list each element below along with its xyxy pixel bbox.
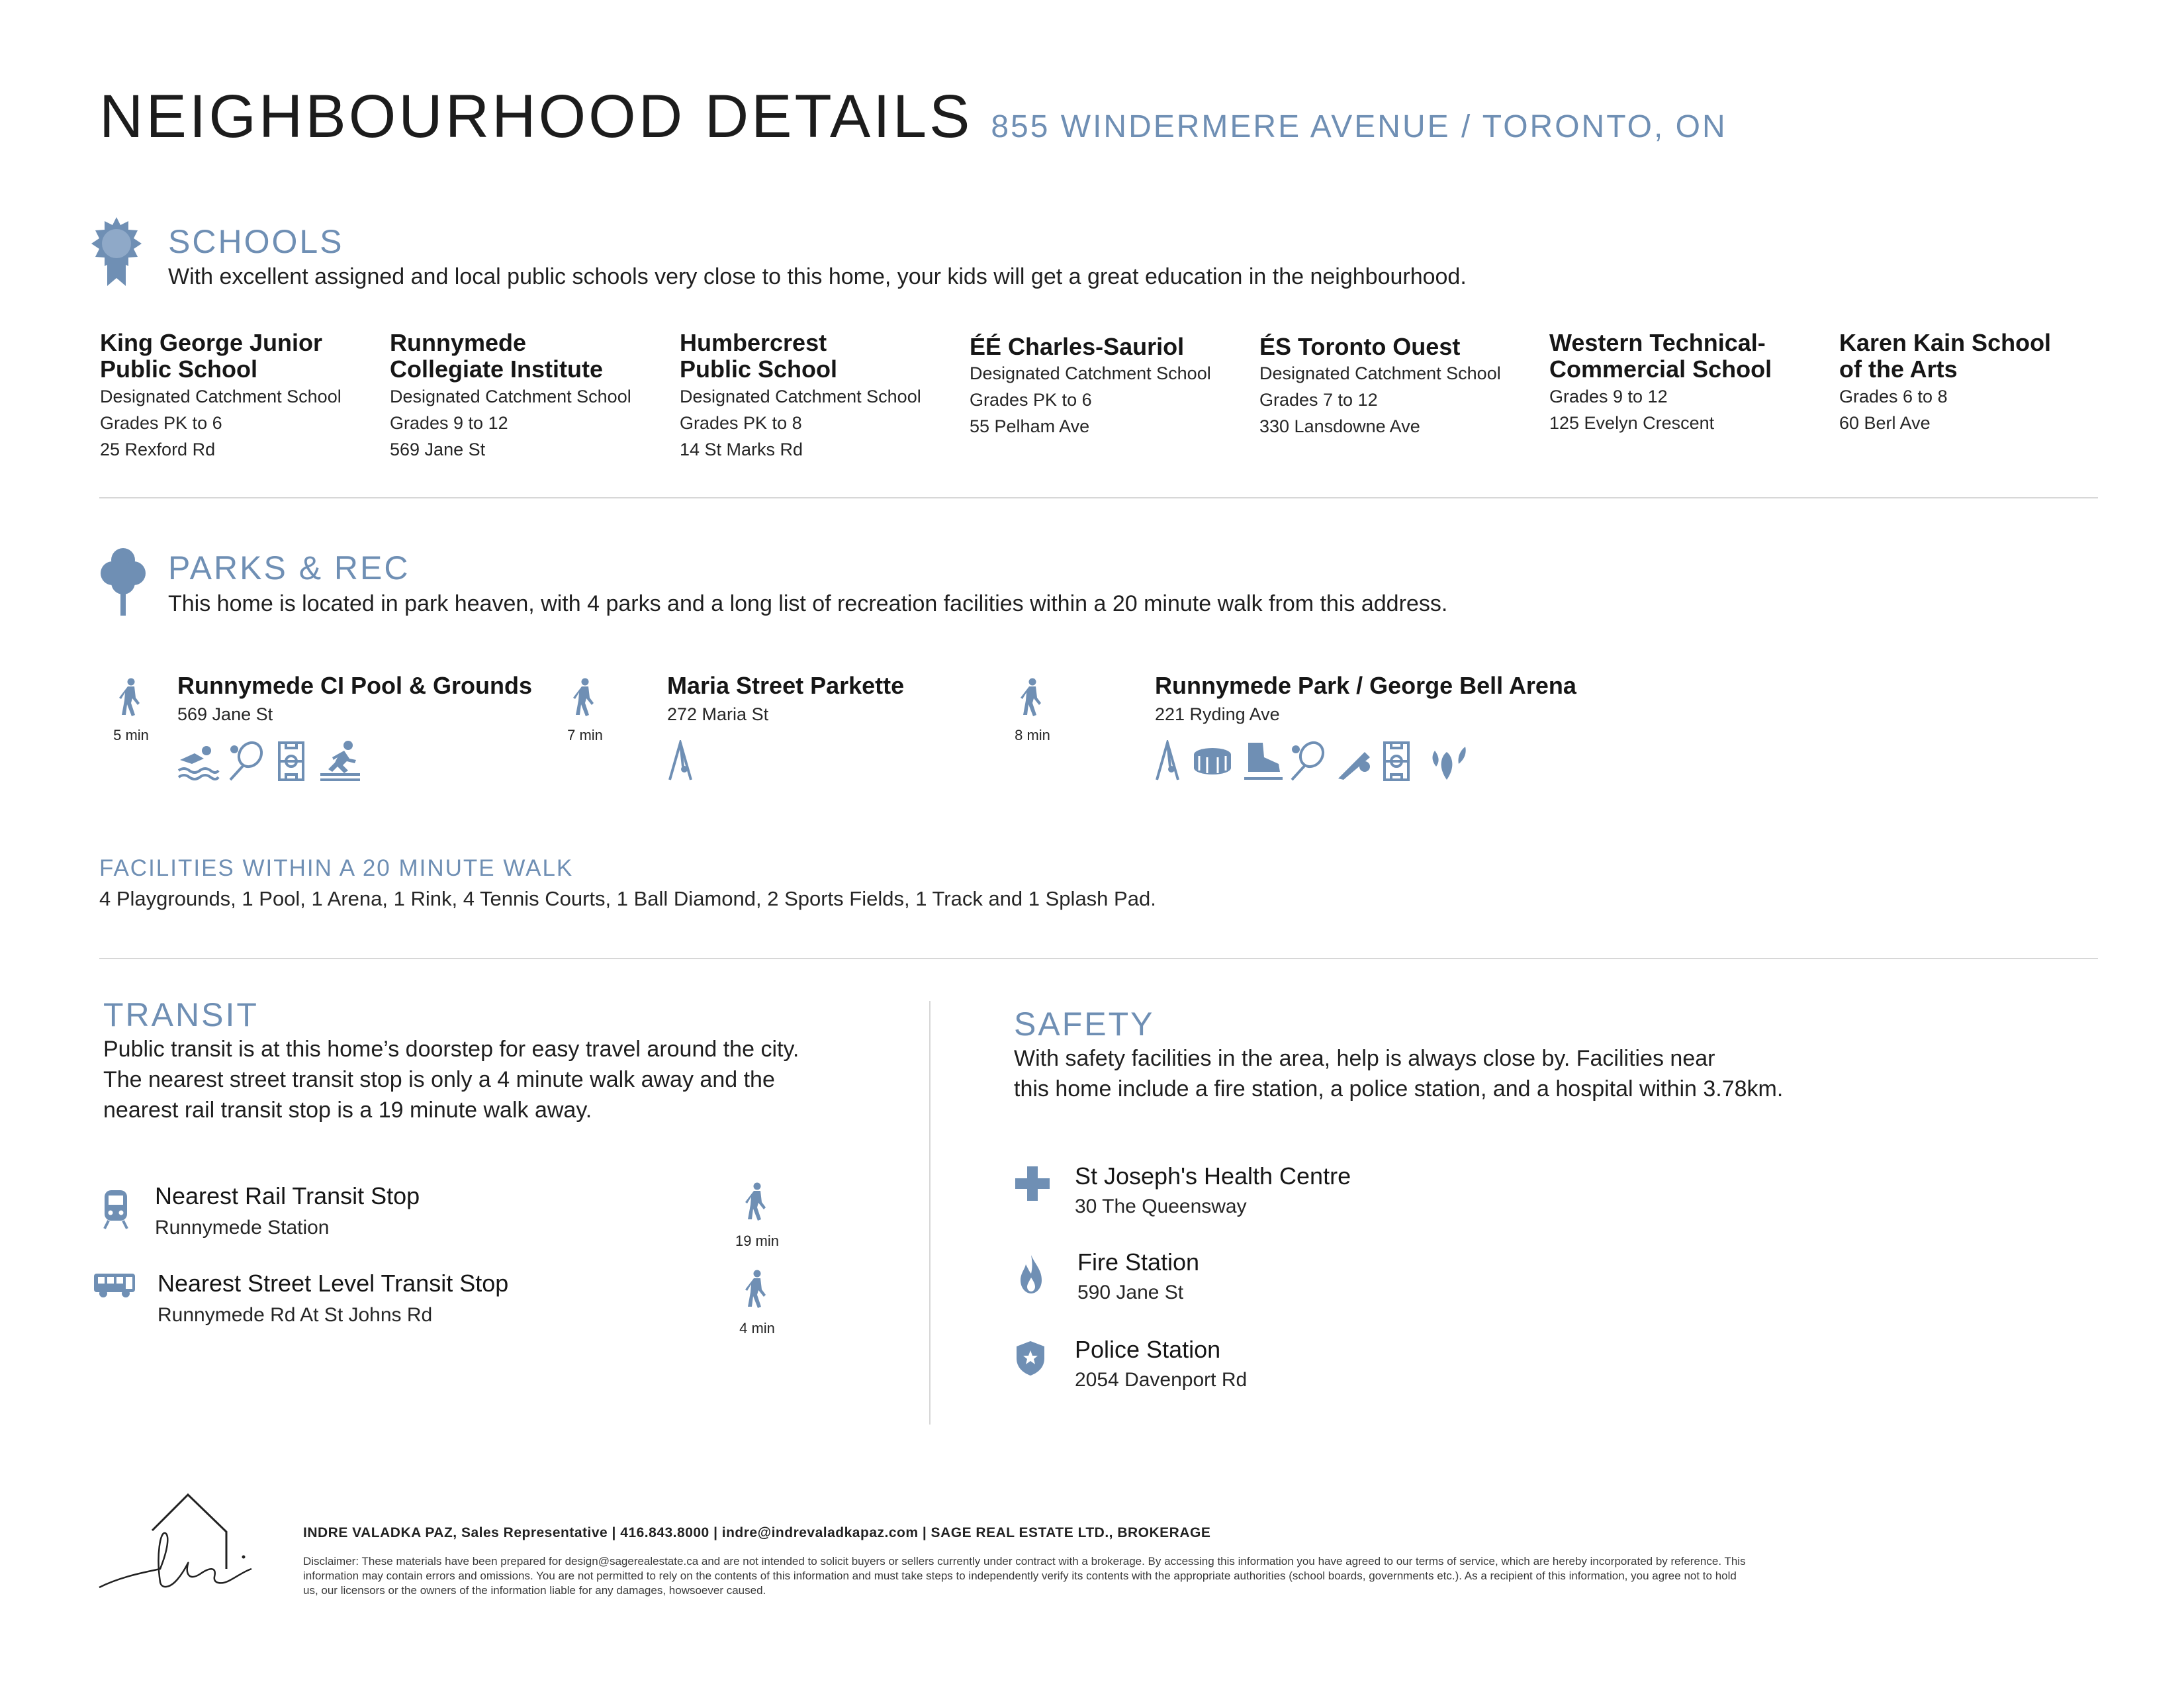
arena-icon [1194,748,1231,774]
school-detail: 25 Rexford Rd [100,439,216,459]
page-title-text: NEIGHBOURHOOD DETAILS [99,83,973,150]
park-address: 569 Jane St [177,704,273,724]
tennis-icon [230,740,266,780]
school-name: Karen Kain School of the Arts [1839,329,2052,383]
safety-facility-address: 590 Jane St [1077,1282,1184,1303]
school-detail: 55 Pelham Ave [970,416,1090,437]
school-detail: Grades 9 to 12 [1549,386,1668,406]
safety-facility-address: 2054 Davenport Rd [1075,1369,1248,1391]
rail-stop-label: Nearest Rail Transit Stop [155,1182,420,1209]
school-detail: Grades 9 to 12 [390,412,508,433]
safety-facility-name: Fire Station [1077,1248,1200,1276]
park-name: Maria Street Parkette [667,672,905,699]
skate-icon [1244,743,1283,778]
column-divider [929,1001,931,1425]
walk-time: 4 min [739,1320,775,1336]
ball-diamond-icon [1338,752,1370,780]
swimming-icon [179,746,218,779]
property-address: 855 WINDERMERE AVENUE / TORONTO, ON [991,109,1727,144]
school-name: ÉÉ Charles-Sauriol [970,333,1185,360]
school-detail: Grades PK to 6 [970,390,1092,410]
school-name: Western Technical- Commercial School [1549,329,1772,383]
rail-stop-name: Runnymede Station [155,1217,330,1239]
transit-heading: TRANSIT [103,996,259,1033]
school-detail: Grades 6 to 8 [1839,386,1948,406]
school-detail: Designated Catchment School [680,386,921,406]
transit-intro: Public transit is at this home’s doorstep for easy travel around the city. The nearest street transit stop is only a 4 minute walk away and the nearest rail transit stop is a 19 minute walk away. [103,1037,799,1123]
track-icon [320,741,360,780]
safety-facility-name: Police Station [1075,1336,1221,1363]
facilities-summary: 4 Playgrounds, 1 Pool, 1 Arena, 1 Rink, 4 Tennis Courts, 1 Ball Diamond, 2 Sports Fields, 1 Track and 1 Splash Pad. [99,887,1156,910]
splash-pad-icon [1433,747,1466,780]
school-detail: Designated Catchment School [100,386,341,406]
school-name: Humbercrest Public School [680,329,838,383]
bus-icon [93,1272,136,1299]
walking-person-icon [1019,678,1046,718]
walking-person-icon [118,678,144,718]
walking-person-icon [572,678,598,718]
safety-facility-name: St Joseph's Health Centre [1075,1162,1351,1190]
playground-icon [666,740,699,781]
school-detail: Grades PK to 6 [100,412,222,433]
sports-field-icon [279,743,303,780]
medical-cross-icon [1015,1166,1050,1201]
tree-icon [99,547,147,616]
park-address: 272 Maria St [667,704,769,724]
school-card [100,330,365,463]
park-name: Runnymede Park / George Bell Arena [1155,672,1576,699]
school-card [1839,330,2104,436]
safety-facility-address: 30 The Queensway [1075,1196,1247,1217]
school-detail: 330 Lansdowne Ave [1259,416,1420,437]
school-card [390,330,655,463]
section-divider [99,497,2098,498]
tennis-icon [1292,740,1328,780]
schools-intro: With excellent assigned and local public schools very close to this home, your kids will get a great education in the neighbourhood. [168,264,1467,289]
walking-person-icon [744,1270,770,1309]
police-badge-icon [1015,1340,1046,1377]
playground-icon [1157,743,1178,780]
school-card [970,334,1234,440]
school-name: King George Junior Public School [100,329,323,383]
disclaimer-text: Disclaimer: These materials have been prepared for design@sagerealestate.ca and are not intended to solicit buyers or sellers currently under contract with a brokerage. By accessing this information you have agreed to our terms of service, which are hereby incorporated by reference. This information may contain errors and omissions. You are not permitted to rely on the contents of this information and must take steps to independently verify its contents with the appropriate authorities (school boards, governments etc.). As a recipient of this information, you agree not to hold us, our licensors or the owners of the information liable for any damages, howsoever caused. [303,1555,1746,1597]
park-name: Runnymede CI Pool & Grounds [177,672,533,699]
house-signature-logo [97,1489,269,1595]
safety-intro: With safety facilities in the area, help is always close by. Facilities near this home include a fire station, a police station, and a hospital within 3.78km. [1014,1046,1784,1102]
walk-time: 8 min [1015,727,1050,743]
parks-heading: PARKS & REC [168,549,410,586]
school-card [1549,330,1814,436]
section-divider [99,958,2098,959]
school-card [680,330,944,463]
safety-heading: SAFETY [1014,1006,1155,1043]
park-facility-icons [1153,740,1477,781]
walk-time: 19 min [735,1233,780,1249]
train-icon [102,1189,130,1230]
walk-time: 5 min [113,727,149,743]
school-detail: Designated Catchment School [1259,363,1501,384]
award-ribbon-icon [89,216,144,287]
schools-heading: SCHOOLS [168,223,344,260]
school-detail: Grades 7 to 12 [1259,390,1378,410]
walking-person-icon [744,1182,770,1222]
sports-field-icon [1385,743,1408,780]
flame-icon [1018,1254,1044,1295]
school-detail: 14 St Marks Rd [680,439,803,459]
walk-time: 7 min [567,727,603,743]
park-facility-icons [177,740,363,781]
school-detail: Designated Catchment School [970,363,1211,384]
street-stop-label: Nearest Street Level Transit Stop [158,1270,509,1297]
school-name: ÉS Toronto Ouest [1259,333,1461,360]
school-detail: 569 Jane St [390,439,486,459]
school-detail: Designated Catchment School [390,386,631,406]
school-detail: 125 Evelyn Crescent [1549,412,1715,433]
school-detail: 60 Berl Ave [1839,412,1931,433]
school-card [1259,334,1524,440]
parks-intro: This home is located in park heaven, with 4 parks and a long list of recreation facilities within a 20 minute walk from this address. [168,591,1448,616]
school-name: Runnymede Collegiate Institute [390,329,604,383]
street-stop-name: Runnymede Rd At St Johns Rd [158,1304,433,1326]
agent-contact-line: INDRE VALADKA PAZ, Sales Representative | 416.843.8000 | indre@indrevaladkapaz.com | SAGE REAL ESTATE LTD., BROKERAGE [303,1525,1211,1540]
facilities-heading: FACILITIES WITHIN A 20 MINUTE WALK [99,855,574,881]
park-address: 221 Ryding Ave [1155,704,1280,724]
page-title [99,83,1727,150]
school-detail: Grades PK to 8 [680,412,802,433]
